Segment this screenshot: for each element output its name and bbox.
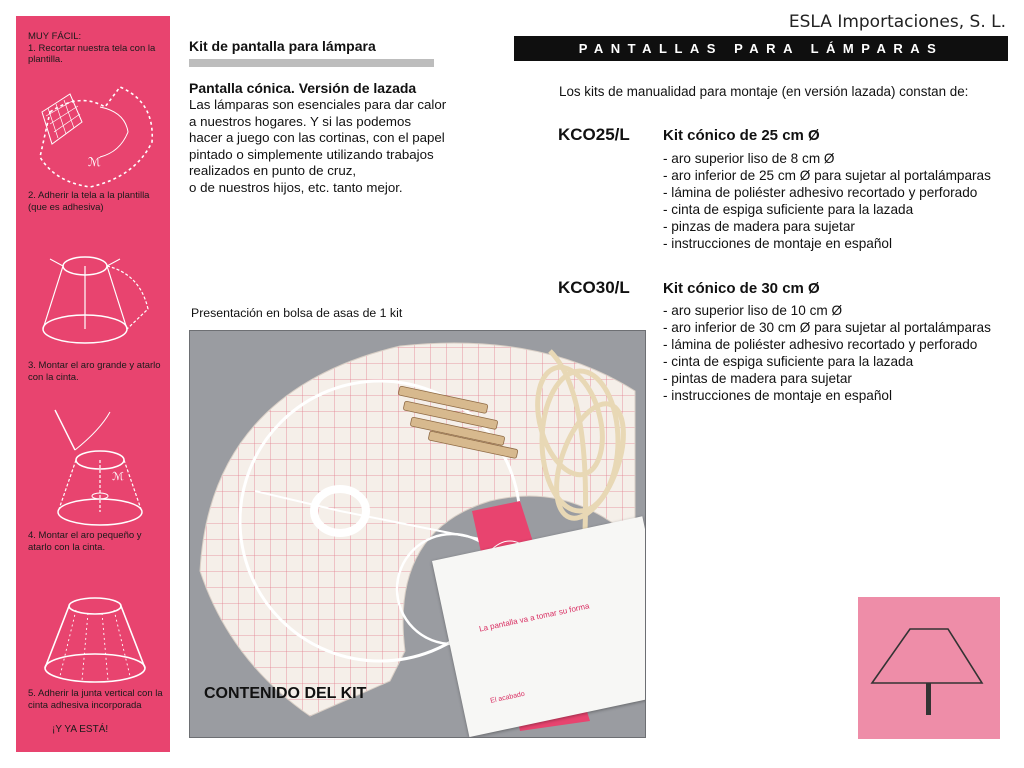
company-name: ESLA Importaciones, S. L. bbox=[788, 12, 1006, 32]
list-item: - pinzas de madera para sujetar bbox=[663, 219, 855, 234]
product-title-kco25: Kit cónico de 25 cm Ø bbox=[663, 127, 820, 144]
list-item: - instrucciones de montaje en español bbox=[663, 388, 892, 403]
list-item: - aro inferior de 30 cm Ø para sujetar al portalámparas bbox=[663, 320, 991, 335]
list-item: - instrucciones de montaje en español bbox=[663, 236, 892, 251]
step-3-text: 3. Montar el aro grande y atarlo con la cinta. bbox=[28, 360, 161, 383]
sheet-title: La pantalla va a tomar su forma bbox=[478, 601, 591, 634]
list-item: - aro superior liso de 10 cm Ø bbox=[663, 303, 843, 318]
product-description: Las lámparas son esenciales para dar calor a nuestros hogares. Y si las podemos hacer a juego con las cortinas, con el papel pintado o simplemente utilizando trabajos realizados en punto de cruz, o de nuestros hijos, etc. tanto mejor. bbox=[189, 97, 447, 195]
step-2-text: 2. Adherir la tela a la plantilla (que es adhesiva) bbox=[28, 190, 150, 213]
svg-text:ℳ: ℳ bbox=[88, 155, 101, 169]
fabric-pattern-icon bbox=[30, 82, 160, 194]
product-items-kco30 bbox=[663, 302, 991, 404]
step-1-text: MUY FÁCIL: 1. Recortar nuestra tela con la plantilla. bbox=[28, 31, 156, 65]
sheet-subtitle: El acabado bbox=[489, 690, 526, 705]
title-underline bbox=[189, 59, 434, 67]
instructions-sidebar bbox=[16, 16, 170, 752]
list-item: - cinta de espiga suficiente para la lazada bbox=[663, 202, 914, 217]
list-item: - aro superior liso de 8 cm Ø bbox=[663, 151, 835, 166]
list-item: - cinta de espiga suficiente para la lazada bbox=[663, 354, 914, 369]
list-item: - pintas de madera para sujetar bbox=[663, 371, 852, 386]
kit-contents-label: CONTENIDO DEL KIT bbox=[204, 685, 367, 702]
list-item: - aro inferior de 25 cm Ø para sujetar al portalámparas bbox=[663, 168, 991, 183]
kit-intro-text: Los kits de manualidad para montaje (en versión lazada) constan de: bbox=[559, 84, 969, 99]
product-title-kco30: Kit cónico de 30 cm Ø bbox=[663, 280, 820, 297]
kit-title: Kit de pantalla para lámpara bbox=[189, 38, 376, 54]
lamp-shade-icon bbox=[858, 597, 1000, 739]
section-banner: PANTALLAS PARA LÁMPARAS bbox=[514, 36, 1008, 61]
product-code-kco30: KCO30/L bbox=[558, 278, 630, 297]
step-5-text: 5. Adherir la junta vertical con la cinta adhesiva incorporada bbox=[28, 688, 163, 711]
template-roll-icon bbox=[30, 234, 160, 354]
photo-caption: Presentación en bolsa de asas de 1 kit bbox=[191, 306, 403, 320]
list-item: - lámina de poliéster adhesivo recortado y perforado bbox=[663, 337, 978, 352]
kit-contents-photo bbox=[189, 330, 646, 738]
finished-shade-icon bbox=[30, 588, 160, 698]
product-code-kco25: KCO25/L bbox=[558, 125, 630, 144]
step-4-text: 4. Montar el aro pequeño y atarlo con la cinta. bbox=[28, 530, 142, 553]
sewing-needle-icon bbox=[30, 400, 160, 530]
done-text: ¡Y YA ESTÁ! bbox=[52, 724, 109, 735]
product-items-kco25 bbox=[663, 150, 991, 252]
product-heading: Pantalla cónica. Versión de lazada bbox=[189, 80, 417, 96]
svg-text:ℳ: ℳ bbox=[112, 471, 124, 483]
list-item: - lámina de poliéster adhesivo recortado y perforado bbox=[663, 185, 978, 200]
